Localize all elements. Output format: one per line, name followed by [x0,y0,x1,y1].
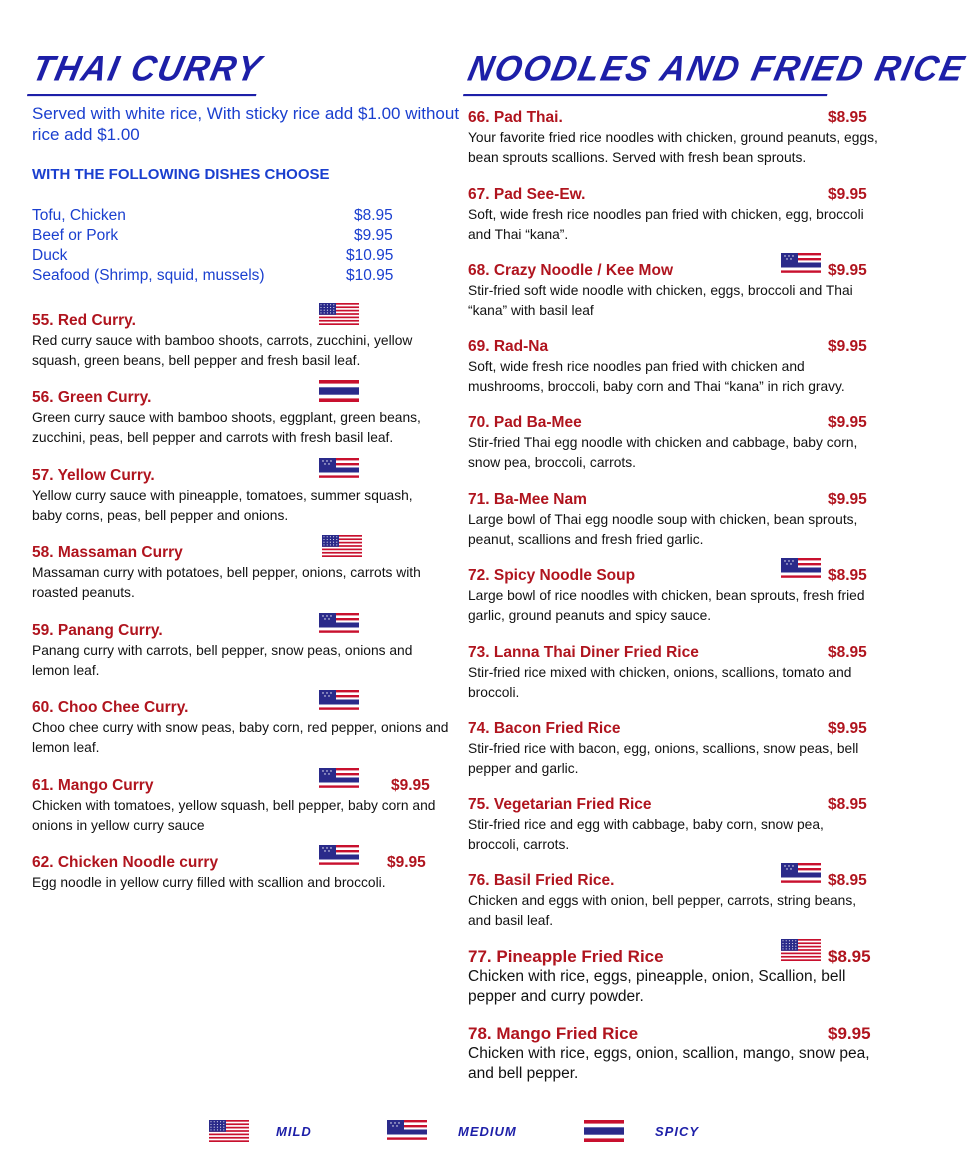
medium-flag-icon [781,558,821,580]
price-label: Beef or Pork [32,227,119,244]
mild-flag-icon [781,939,821,961]
item-price: $8.95 [828,567,867,584]
menu-item [32,698,462,757]
item-name: 76. Basil Fried Rice. [468,872,615,889]
item-description: Large bowl of rice noodles with chicken, bean sprouts, fresh fried garlic, ground peanuts and spicy sauce. [468,588,865,623]
item-price: $9.95 [828,491,867,508]
item-description: Your favorite fried rice noodles with chicken, ground peanuts, eggs, bean sprouts scallions. Served with fresh bean sprouts. [468,130,878,165]
item-name: 58. Massaman Curry [32,544,183,561]
price-row [32,266,398,286]
price-label: Seafood (Shrimp, squid, mussels) [32,267,265,284]
item-price: $9.95 [387,854,426,871]
item-price: $9.95 [828,414,867,431]
menu-item [32,466,462,525]
legend-label-spicy: SPICY [655,1124,700,1139]
item-description: Massaman curry with potatoes, bell pepper, onions, carrots with roasted peanuts. [32,565,421,600]
item-price: $8.95 [828,796,867,813]
item-name: 62. Chicken Noodle curry [32,854,219,871]
menu-item [32,776,462,835]
menu-item [32,621,462,680]
medium-flag-icon [319,768,359,790]
price-value: $8.95 [354,207,393,224]
item-price: $9.95 [828,186,867,203]
item-name: 60. Choo Chee Curry. [32,699,189,716]
item-price: $8.95 [828,109,867,126]
menu-item [468,947,878,1007]
item-name: 72. Spicy Noodle Soup [468,567,636,584]
item-description: Chicken and eggs with onion, bell pepper, carrots, string beans, and basil leaf. [468,893,857,928]
item-name: 59. Panang Curry. [32,622,163,639]
item-description: Stir-fried rice with bacon, egg, onions, scallions, snow peas, bell pepper and garlic. [468,741,859,776]
item-name: 67. Pad See-Ew. [468,186,586,203]
item-name: 68. Crazy Noodle / Kee Mow [468,262,673,279]
price-value: $10.95 [346,247,394,264]
item-name: 69. Rad-Na [468,338,549,355]
item-description: Chicken with tomatoes, yellow squash, bell pepper, baby corn and onions in yellow curry sauce [32,798,436,833]
medium-flag-icon [319,458,359,480]
item-description: Chicken with rice, eggs, onion, scallion, mango, snow pea, and bell pepper. [468,1045,870,1082]
menu-item [468,643,878,702]
item-price: $9.95 [828,338,867,355]
medium-flag-icon [319,845,359,867]
item-name: 77. Pineapple Fried Rice [468,947,664,966]
item-description: Stir-fried rice and egg with cabbage, baby corn, snow pea, broccoli, carrots. [468,817,824,852]
price-value: $10.95 [346,267,394,284]
item-price: $8.95 [828,947,871,966]
item-description: Large bowl of Thai egg noodle soup with chicken, bean sprouts, peanut, scallions and fresh fried garlic. [468,512,858,547]
price-label: Tofu, Chicken [32,207,126,224]
medium-flag-icon [319,613,359,635]
item-price: $9.95 [828,720,867,737]
item-description: Green curry sauce with bamboo shoots, eggplant, green beans, zucchini, peas, bell pepper and carrots with fresh basil leaf. [32,410,421,445]
menu-item [32,543,462,602]
curry-intro: Served with white rice, With sticky rice add $1.00 without rice add $1.00 [32,104,460,144]
item-description: Stir-fried Thai egg noodle with chicken and cabbage, baby corn, snow pea, broccoli, carrots. [468,435,858,470]
medium-flag-icon [387,1120,427,1142]
item-price: $8.95 [828,872,867,889]
item-name: 74. Bacon Fried Rice [468,720,621,737]
price-row [32,246,398,266]
menu-item [468,185,878,244]
legend-label-mild: MILD [276,1124,312,1139]
item-price: $9.95 [828,1024,871,1043]
menu-item [468,719,878,778]
menu-item [32,853,462,893]
price-row [32,206,398,226]
mild-flag-icon [319,303,359,325]
menu-item [32,388,462,447]
menu-item [468,795,878,854]
item-name: 75. Vegetarian Fried Rice [468,796,652,813]
menu-item [468,337,878,396]
mild-flag-icon [209,1120,249,1142]
item-description: Soft, wide fresh rice noodles pan fried with chicken and mushrooms, broccoli, baby corn and Thai “kana” in rich gravy. [468,359,845,394]
item-description: Egg noodle in yellow curry filled with scallion and broccoli. [32,875,386,890]
item-name: 73. Lanna Thai Diner Fried Rice [468,644,699,661]
menu-item [468,261,878,320]
item-price: $8.95 [828,644,867,661]
menu-item [468,871,878,930]
menu-item [468,1024,878,1084]
spicy-flag-icon [319,380,359,402]
item-description: Yellow curry sauce with pineapple, tomatoes, summer squash, baby corns, peas, bell pepper and onions. [32,488,413,523]
menu-item [32,311,462,370]
menu-item [468,413,878,472]
item-name: 56. Green Curry. [32,389,152,406]
menu-item [468,108,878,167]
medium-flag-icon [781,253,821,275]
choose-heading: WITH THE FOLLOWING DISHES CHOOSE [32,166,330,183]
item-name: 55. Red Curry. [32,312,136,329]
medium-flag-icon [781,863,821,885]
item-description: Panang curry with carrots, bell pepper, snow peas, onions and lemon leaf. [32,643,413,678]
item-name: 66. Pad Thai. [468,109,563,126]
medium-flag-icon [319,690,359,712]
item-price: $9.95 [391,777,430,794]
spice-legend [0,1120,910,1146]
item-description: Stir-fried rice mixed with chicken, onions, scallions, tomato and broccoli. [468,665,852,700]
price-value: $9.95 [354,227,393,244]
price-row [32,226,398,246]
item-name: 71. Ba-Mee Nam [468,491,587,508]
item-description: Chicken with rice, eggs, pineapple, onion, Scallion, bell pepper and curry powder. [468,968,846,1005]
item-description: Stir-fried soft wide noodle with chicken, eggs, broccoli and Thai “kana” with basil leaf [468,283,853,318]
protein-price-table [32,206,398,286]
menu-item [468,490,878,549]
price-label: Duck [32,247,68,264]
legend-label-medium: MEDIUM [458,1124,517,1139]
item-description: Soft, wide fresh rice noodles pan fried with chicken, egg, broccoli and Thai “kana”. [468,207,864,242]
item-description: Choo chee curry with snow peas, baby corn, red pepper, onions and lemon leaf. [32,720,449,755]
item-name: 57. Yellow Curry. [32,467,155,484]
item-name: 61. Mango Curry [32,777,154,794]
item-price: $9.95 [828,262,867,279]
mild-flag-icon [322,535,362,557]
noodles-title: NOODLES AND FRIED RICE [463,49,837,96]
menu-item [468,566,878,625]
spicy-flag-icon [584,1120,624,1142]
item-name: 70. Pad Ba-Mee [468,414,582,431]
item-name: 78. Mango Fried Rice [468,1024,639,1043]
thai-curry-title: THAI CURRY [27,49,266,96]
item-description: Red curry sauce with bamboo shoots, carrots, zucchini, yellow squash, green beans, bell pepper and fresh basil leaf. [32,333,413,368]
